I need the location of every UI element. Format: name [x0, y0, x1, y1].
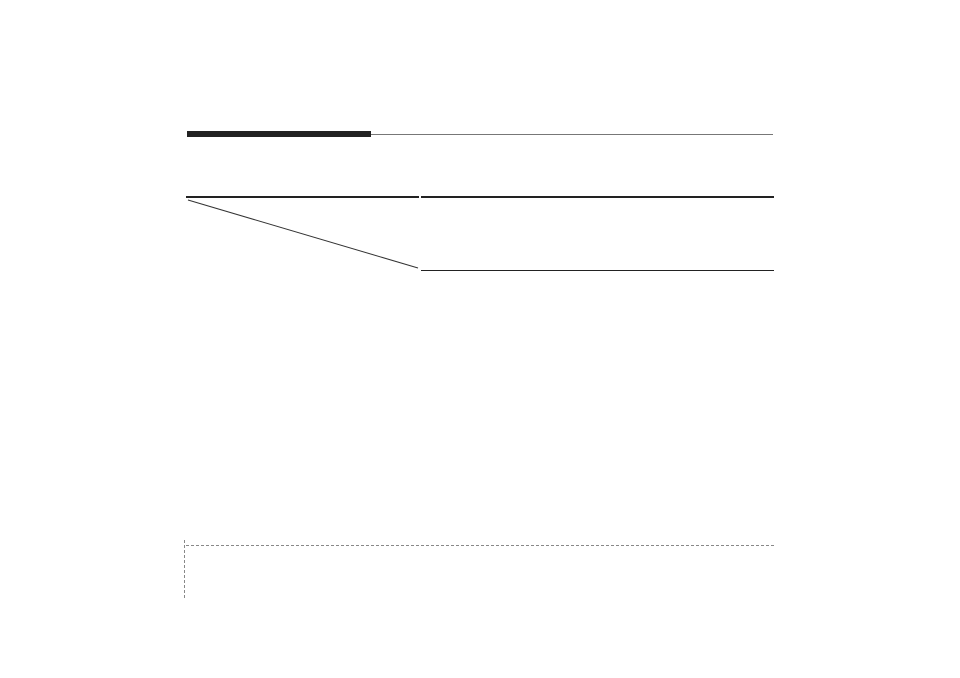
- footer-divider: [184, 540, 185, 598]
- table-corner: [186, 197, 420, 270]
- maintenance-schedule-table: [186, 196, 774, 271]
- corner-diagonal: [186, 198, 420, 270]
- period-caption: [420, 197, 774, 270]
- footer-rule: [186, 545, 774, 546]
- header-bar: [187, 131, 371, 137]
- header-rule: [371, 134, 773, 135]
